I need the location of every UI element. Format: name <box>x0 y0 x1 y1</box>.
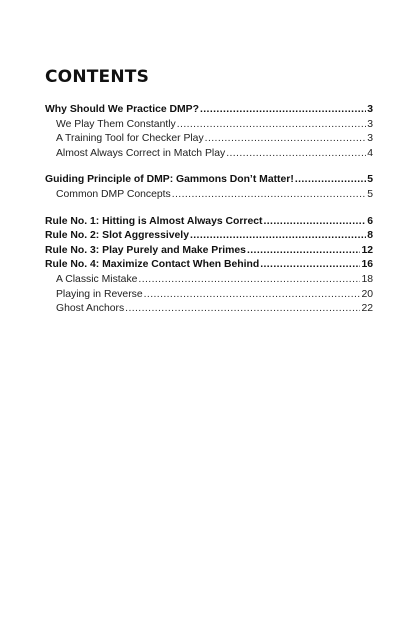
toc-entry-guiding-principle <box>45 173 373 188</box>
dot-leader <box>260 258 360 273</box>
toc-entry-title: Guiding Principle of DMP: Gammons Don’t Matter! <box>45 174 294 186</box>
toc-entry-title: Rule No. 4: Maximize Contact When Behind <box>45 259 260 271</box>
toc-entry-almost-always-correct <box>45 147 373 162</box>
toc-entry-play-them-constantly <box>45 118 373 133</box>
toc-entry-page: 5 <box>367 188 373 200</box>
toc-entry-common-dmp-concepts <box>45 188 373 203</box>
toc-entry-rule-1 <box>45 215 373 230</box>
dot-leader <box>144 288 361 303</box>
dot-leader <box>125 302 360 317</box>
toc-entry-page: 5 <box>367 174 373 186</box>
toc-entry-title: Almost Always Correct in Match Play <box>56 147 226 159</box>
toc-entry-page: 20 <box>361 288 373 300</box>
toc-entry-playing-in-reverse <box>45 288 373 303</box>
dot-leader <box>200 103 366 118</box>
toc-entry-title: Common DMP Concepts <box>56 188 171 200</box>
toc-entry-page: 4 <box>367 147 373 159</box>
dot-leader <box>205 132 367 147</box>
toc-entry-title: Playing in Reverse <box>56 288 143 300</box>
toc-entry-title: Ghost Anchors <box>56 303 125 315</box>
toc-entry-rule-2 <box>45 229 373 244</box>
toc-entry-training-tool <box>45 132 373 147</box>
toc-entry-page: 3 <box>367 133 373 145</box>
toc-entry-title: Rule No. 3: Play Purely and Make Primes <box>45 244 246 256</box>
toc-entry-page: 18 <box>361 273 373 285</box>
toc-group <box>45 103 373 161</box>
toc-entry-page: 6 <box>367 215 373 227</box>
toc-entry-title: Why Should We Practice DMP? <box>45 104 199 115</box>
toc-entry-title: A Classic Mistake <box>56 273 138 285</box>
toc-entry-ghost-anchors <box>45 302 373 317</box>
toc-entry-page: 3 <box>367 118 373 130</box>
toc-entry-title: Rule No. 2: Slot Aggressively <box>45 230 189 242</box>
toc-entry-rule-4 <box>45 258 373 273</box>
toc-entry-page: 8 <box>367 230 373 242</box>
toc-entry-why-practice-dmp <box>45 103 373 118</box>
toc-entry-title: Rule No. 1: Hitting is Almost Always Correct <box>45 215 263 227</box>
dot-leader <box>172 188 366 203</box>
dot-leader <box>263 215 366 230</box>
toc-entry-page: 16 <box>361 259 373 271</box>
dot-leader <box>177 118 366 133</box>
toc-entry-classic-mistake <box>45 273 373 288</box>
toc-entry-page: 3 <box>367 104 373 115</box>
dot-leader <box>247 244 360 259</box>
dot-leader <box>190 229 366 244</box>
contents-heading: CONTENTS <box>45 67 150 87</box>
toc-entry-title: We Play Them Constantly <box>56 118 176 130</box>
toc-group <box>45 173 373 202</box>
dot-leader <box>295 173 366 188</box>
dot-leader <box>226 147 366 162</box>
toc-entry-page: 12 <box>361 244 373 256</box>
table-of-contents <box>45 103 373 329</box>
dot-leader <box>138 273 360 288</box>
toc-entry-page: 22 <box>361 303 373 315</box>
toc-group <box>45 215 373 317</box>
toc-entry-rule-3 <box>45 244 373 259</box>
toc-entry-title: A Training Tool for Checker Play <box>56 133 204 145</box>
